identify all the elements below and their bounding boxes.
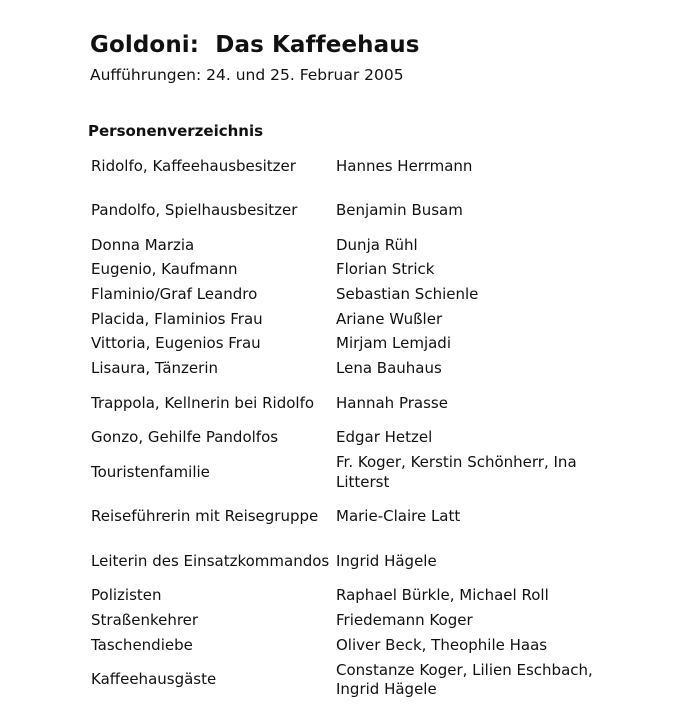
role-name: Reiseführerin mit Reisegruppe: [91, 507, 319, 526]
role-name: Gonzo, Gehilfe Pandolfos: [91, 428, 279, 447]
cast-table: [91, 144, 631, 702]
role-name: Straßenkehrer: [91, 611, 199, 630]
actor-name: Ingrid Hägele: [336, 551, 437, 570]
role-name: Placida, Flaminios Frau: [91, 309, 263, 328]
actor-name: Constanze Koger, Lilien Eschbach, Ingrid Hägele: [336, 660, 593, 699]
page-title: Goldoni: Das Kaffeehaus: [90, 32, 420, 58]
actor-name: Benjamin Busam: [336, 201, 463, 219]
role-name: Trappola, Kellnerin bei Ridolfo: [91, 393, 315, 412]
role-name: Vittoria, Eugenios Frau: [91, 334, 261, 353]
actor-name: Mirjam Lemjadi: [336, 334, 451, 353]
cast-row: [91, 633, 631, 658]
cast-row: [91, 282, 631, 307]
actor-name: Oliver Beck, Theophile Haas: [336, 635, 548, 654]
role-name: Kaffeehausgäste: [91, 670, 217, 689]
section-heading-cast-list: Personenverzeichnis: [88, 122, 264, 140]
actor-name: Hannes Herrmann: [336, 156, 473, 175]
role-name: Flaminio/Graf Leandro: [91, 284, 258, 303]
role-name: Polizisten: [91, 586, 162, 605]
cast-row: [91, 258, 631, 283]
role-name: Leiterin des Einsatzkommandos: [91, 551, 330, 570]
cast-row: [91, 426, 631, 451]
cast-row: [91, 233, 631, 258]
role-name: Taschendiebe: [91, 635, 193, 654]
cast-row: [91, 539, 631, 584]
cast-row: [91, 332, 631, 357]
role-name: Donna Marzia: [91, 235, 195, 254]
actor-name: Dunja Rühl: [336, 235, 418, 254]
performance-dates: Aufführungen: 24. und 25. Februar 2005: [90, 66, 404, 84]
actor-name: Sebastian Schienle: [336, 284, 479, 303]
cast-row: [91, 307, 631, 332]
role-name: Pandolfo, Spielhausbesitzer: [91, 201, 298, 219]
cast-row: [91, 495, 631, 540]
actor-name: Hannah Prasse: [336, 393, 448, 412]
cast-row: [91, 584, 631, 609]
role-name: Ridolfo, Kaffeehausbesitzer: [91, 156, 296, 175]
cast-row: [91, 189, 631, 234]
cast-row: [91, 144, 631, 189]
actor-name: Friedemann Koger: [336, 611, 473, 630]
cast-row: [91, 450, 631, 495]
cast-row: [91, 609, 631, 634]
cast-row: [91, 658, 631, 703]
actor-name: Fr. Koger, Kerstin Schönherr, Ina Litterst: [336, 453, 577, 491]
actor-name: Marie-Claire Latt: [336, 507, 461, 526]
actor-name: Lena Bauhaus: [336, 359, 442, 378]
cast-row: [91, 356, 631, 381]
role-name: Eugenio, Kaufmann: [91, 260, 238, 279]
cast-row: [91, 381, 631, 426]
actor-name: Florian Strick: [336, 260, 435, 279]
actor-name: Ariane Wußler: [336, 309, 443, 328]
actor-name: Edgar Hetzel: [336, 428, 433, 447]
role-name: Touristenfamilie: [91, 462, 210, 481]
actor-name: Raphael Bürkle, Michael Roll: [336, 586, 549, 605]
role-name: Lisaura, Tänzerin: [91, 359, 218, 378]
